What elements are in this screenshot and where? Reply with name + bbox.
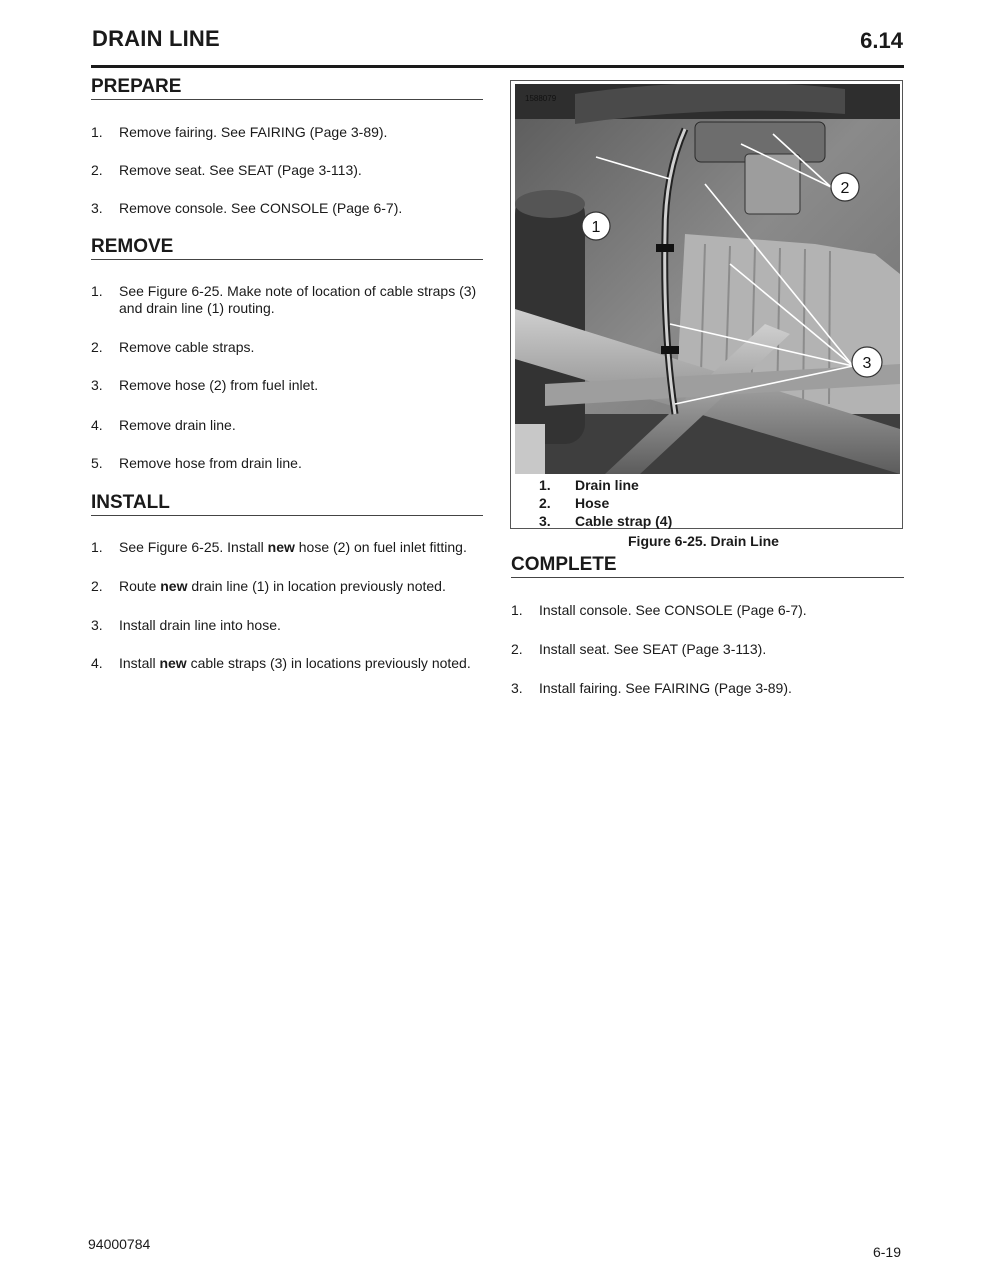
list-item: 4. Install new cable straps (3) in locations previously noted.: [91, 655, 471, 671]
remove-heading: REMOVE: [91, 236, 483, 260]
list-item: 3. Install fairing. See FAIRING (Page 3-89).: [511, 680, 792, 696]
document-number: 94000784: [88, 1236, 151, 1252]
list-item: 2. Remove cable straps.: [91, 339, 255, 355]
legend-item: 1. Drain line: [539, 477, 639, 493]
svg-text:3: 3: [862, 355, 872, 372]
list-item: 4. Remove drain line.: [91, 417, 236, 433]
list-item: 3. Install drain line into hose.: [91, 617, 281, 633]
list-item: 1. Install console. See CONSOLE (Page 6-7).: [511, 602, 807, 618]
figure-caption: Figure 6-25. Drain Line: [628, 533, 779, 549]
list-item: 2. Install seat. See SEAT (Page 3-113).: [511, 641, 767, 657]
list-item: 1. Remove fairing. See FAIRING (Page 3-89).: [91, 124, 388, 140]
svg-text:1: 1: [591, 219, 601, 236]
list-item: 3. Remove console. See CONSOLE (Page 6-7).: [91, 200, 403, 216]
figure-6-25: [510, 80, 903, 529]
callout-1: [582, 212, 610, 240]
prepare-heading: PREPARE: [91, 76, 483, 100]
list-item: 1. See Figure 6-25. Make note of location of cable straps (3) and drain line (1) routing.: [91, 283, 477, 316]
legend-item: 2. Hose: [539, 495, 610, 511]
install-heading: INSTALL: [91, 492, 483, 516]
list-item: 2. Remove seat. See SEAT (Page 3-113).: [91, 162, 362, 178]
complete-heading: COMPLETE: [511, 554, 904, 578]
callout-2: [831, 173, 859, 201]
svg-text:2: 2: [840, 180, 850, 197]
page-title: DRAIN LINE: [92, 26, 220, 51]
list-item: 3. Remove hose (2) from fuel inlet.: [91, 377, 319, 393]
list-item: 1. See Figure 6-25. Install new hose (2) on fuel inlet fitting.: [91, 539, 467, 555]
list-item: 2. Route new drain line (1) in location previously noted.: [91, 578, 446, 594]
callout-3: [852, 347, 882, 377]
page-number: 6-19: [872, 1244, 901, 1260]
list-item: 5. Remove hose from drain line.: [91, 455, 302, 471]
image-id-label: 1588079: [525, 94, 557, 103]
title-rule: [91, 65, 904, 68]
chapter-number: 6.14: [860, 28, 903, 53]
legend-item: 3. Cable strap (4): [539, 513, 673, 529]
figure-legend: [539, 476, 672, 530]
drain-line-photo: [515, 84, 900, 474]
